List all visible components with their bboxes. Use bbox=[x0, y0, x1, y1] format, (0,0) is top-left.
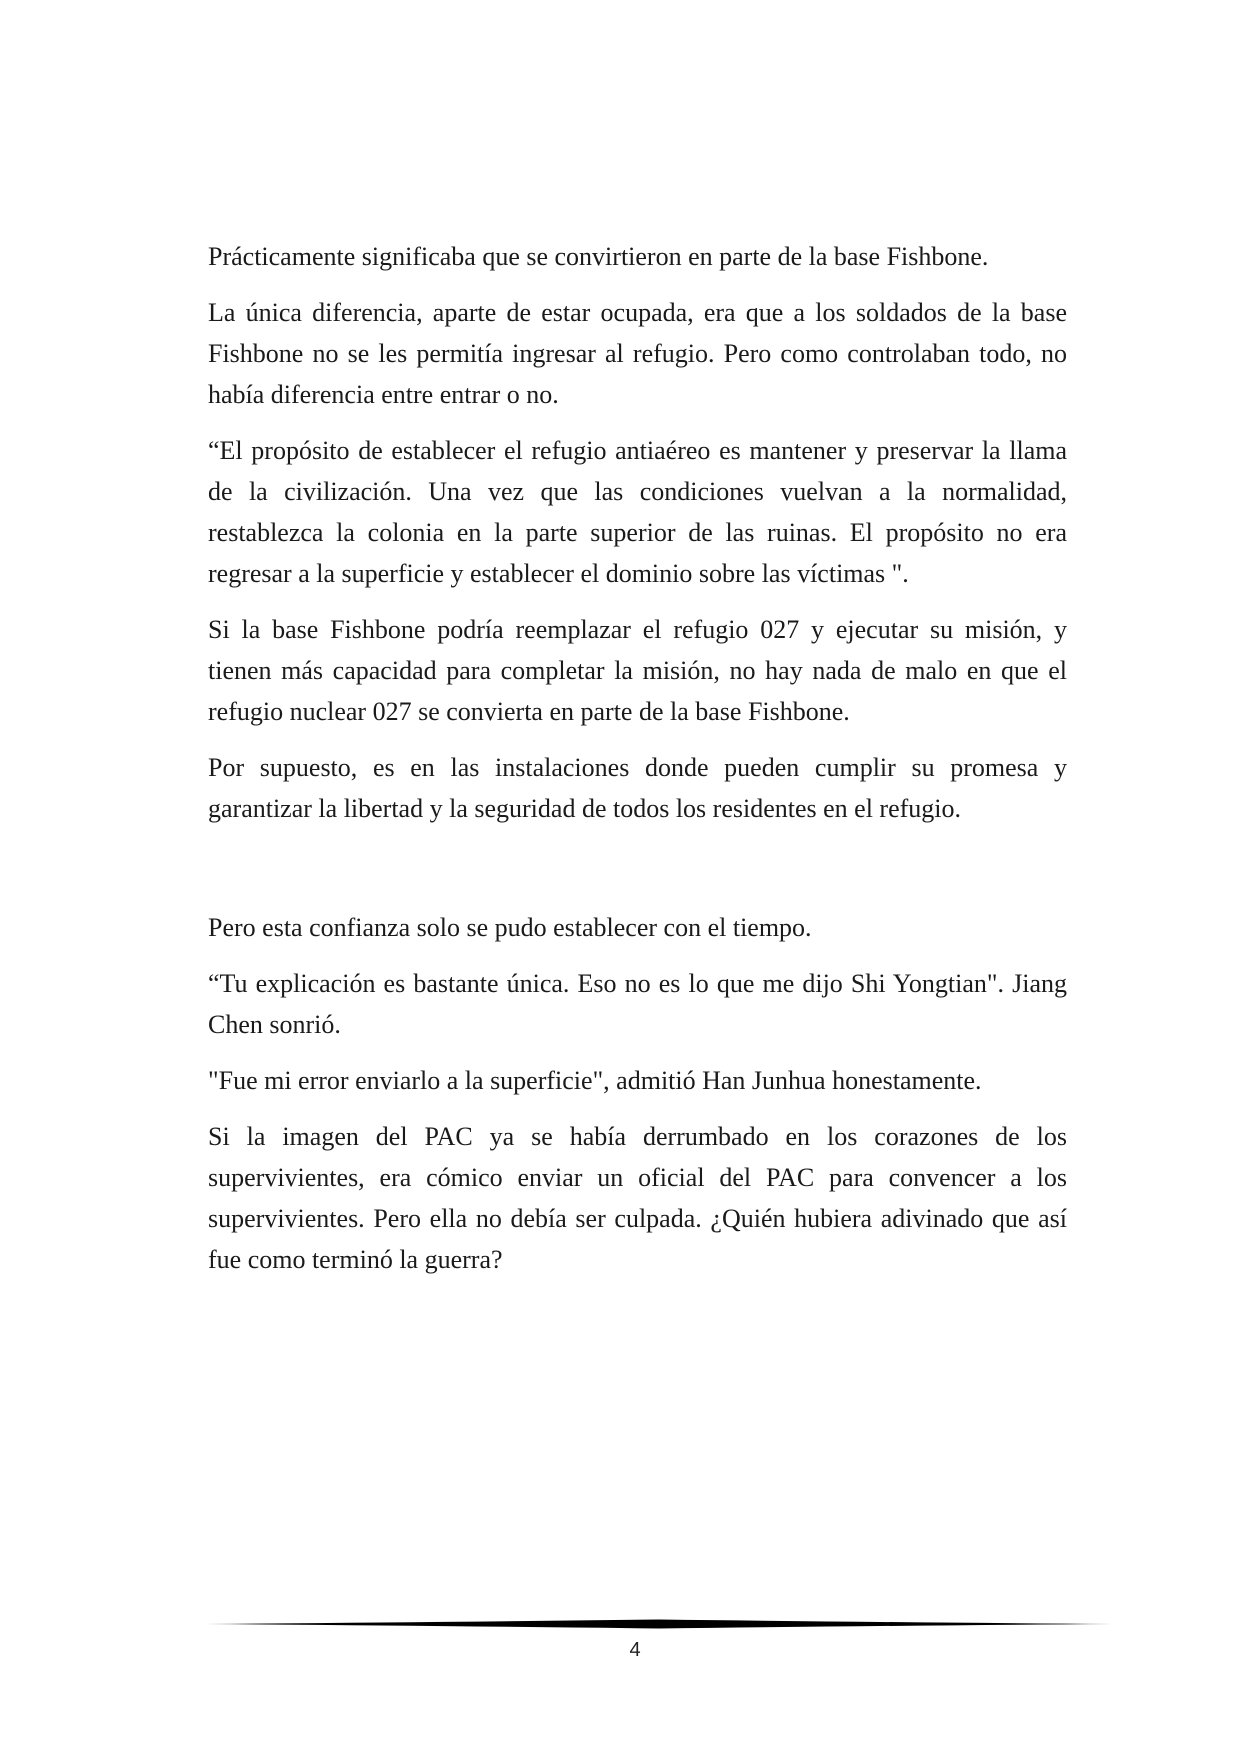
page-number: 4 bbox=[629, 1639, 641, 1661]
footer-divider bbox=[206, 1618, 1112, 1630]
section-break bbox=[208, 844, 1067, 907]
paragraph: Si la base Fishbone podría reemplazar el refugio 027 y ejecutar su misión, y tienen más capacidad para completar la misión, no hay nada de malo en que el refugio nuclear 027 se convierta en parte de la base Fishbone. bbox=[208, 615, 1067, 726]
paragraph: “Tu explicación es bastante única. Eso no es lo que me dijo Shi Yongtian". Jiang Chen sonrió. bbox=[208, 969, 1067, 1039]
paragraph: La única diferencia, aparte de estar ocupada, era que a los soldados de la base Fishbone no se les permitía ingresar al refugio. Pero como controlaban todo, no había diferencia entre entrar o no. bbox=[208, 298, 1067, 409]
paragraph: "Fue mi error enviarlo a la superficie", admitió Han Junhua honestamente. bbox=[208, 1066, 982, 1095]
body-text bbox=[208, 236, 1067, 1295]
paragraph: “El propósito de establecer el refugio antiaéreo es mantener y preservar la llama de la civilización. Una vez que las condiciones vuelvan a la normalidad, restablezca la colonia en la parte superior de las ruinas. El propósito no era regresar a la superficie y establecer el dominio sobre las víctimas ". bbox=[208, 436, 1067, 588]
paragraph: Si la imagen del PAC ya se había derrumbado en los corazones de los supervivientes, era cómico enviar un oficial del PAC para convencer a los supervivientes. Pero ella no debía ser culpada. ¿Quién hubiera adivinado que así fue como terminó la guerra? bbox=[208, 1122, 1067, 1274]
paragraph: Prácticamente significaba que se convirtieron en parte de la base Fishbone. bbox=[208, 242, 989, 271]
paragraph: Por supuesto, es en las instalaciones donde pueden cumplir su promesa y garantizar la libertad y la seguridad de todos los residentes en el refugio. bbox=[208, 753, 1067, 823]
paragraph: Pero esta confianza solo se pudo establecer con el tiempo. bbox=[208, 913, 812, 942]
